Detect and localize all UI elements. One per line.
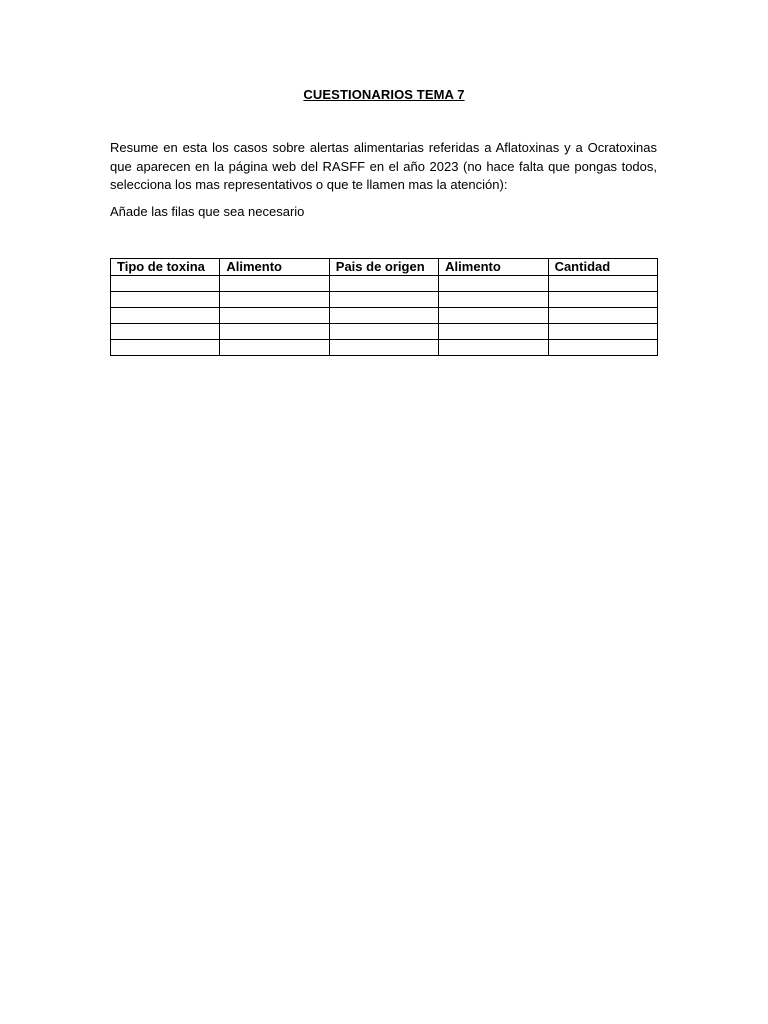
table-cell[interactable] [329, 276, 438, 292]
table-cell[interactable] [548, 308, 657, 324]
document-title: CUESTIONARIOS TEMA 7 [303, 87, 465, 102]
table-cell[interactable] [548, 292, 657, 308]
table-cell[interactable] [548, 276, 657, 292]
table-cell[interactable] [329, 324, 438, 340]
table-cell[interactable] [548, 324, 657, 340]
header-tipo-de-toxina: Tipo de toxina [111, 259, 220, 276]
table-cell[interactable] [220, 276, 329, 292]
table-cell[interactable] [220, 324, 329, 340]
table-cell[interactable] [329, 340, 438, 356]
instructions-paragraph: Resume en esta los casos sobre alertas alimentarias referidas a Aflatoxinas y a Ocratoxinas que aparecen en la página web del RASFF en el año 2023 (no hace falta que pongas todos, selecciona los mas representativos o que te llamen mas la atención): [110, 140, 657, 192]
table-row [111, 324, 658, 340]
table-cell[interactable] [111, 340, 220, 356]
table-cell[interactable] [220, 308, 329, 324]
table-cell[interactable] [548, 340, 657, 356]
table-cell[interactable] [220, 340, 329, 356]
header-pais-de-origen: Pais de origen [329, 259, 438, 276]
table-cell[interactable] [111, 292, 220, 308]
table-cell[interactable] [111, 276, 220, 292]
table-cell[interactable] [439, 324, 548, 340]
table-row [111, 340, 658, 356]
table-cell[interactable] [111, 324, 220, 340]
header-alimento: Alimento [220, 259, 329, 276]
table-header-row [111, 259, 658, 276]
table-cell[interactable] [329, 308, 438, 324]
toxin-alerts-table [110, 258, 658, 356]
table-cell[interactable] [220, 292, 329, 308]
table-row [111, 292, 658, 308]
table-row [111, 308, 658, 324]
table-row [111, 276, 658, 292]
table-cell[interactable] [329, 292, 438, 308]
table-cell[interactable] [439, 340, 548, 356]
table-cell[interactable] [439, 276, 548, 292]
table-cell[interactable] [439, 292, 548, 308]
header-alimento-2: Alimento [439, 259, 548, 276]
table-cell[interactable] [111, 308, 220, 324]
add-rows-note: Añade las filas que sea necesario [110, 204, 305, 219]
header-cantidad: Cantidad [548, 259, 657, 276]
table-cell[interactable] [439, 308, 548, 324]
